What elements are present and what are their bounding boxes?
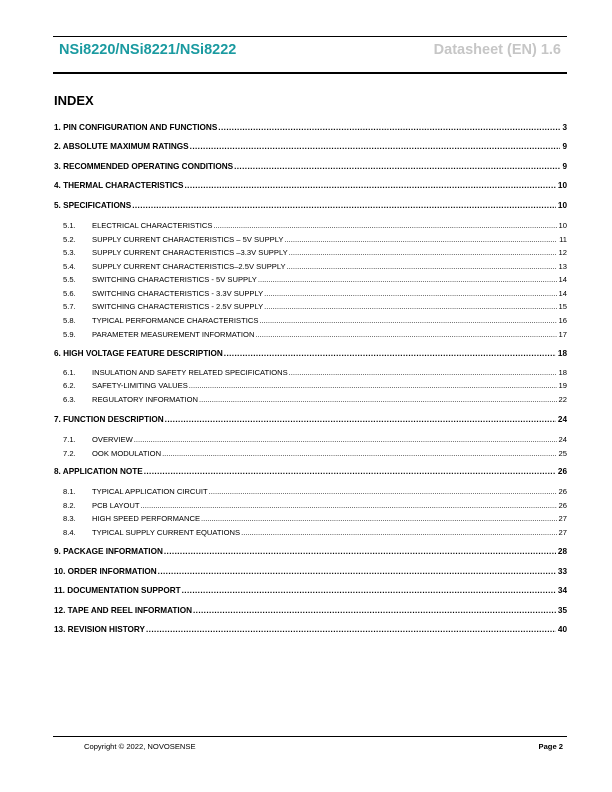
toc-leader-dots — [209, 487, 557, 496]
toc-entry-page: 17 — [558, 330, 567, 339]
toc-subsection-entry[interactable] — [54, 381, 567, 390]
toc-entry-page: 27 — [558, 514, 567, 523]
toc-leader-dots — [241, 528, 556, 537]
toc-entry-label: OOK MODULATION — [92, 449, 162, 458]
toc-leader-dots — [158, 567, 556, 576]
toc-entry-label: OVERVIEW — [92, 435, 133, 444]
header-rule-bottom — [53, 72, 567, 74]
toc-leader-dots — [193, 606, 556, 615]
toc-entry-label: 2. ABSOLUTE MAXIMUM RATINGS — [54, 142, 189, 151]
toc-entry-label: 8. APPLICATION NOTE — [54, 467, 143, 476]
toc-entry-label: 9. PACKAGE INFORMATION — [54, 547, 163, 556]
toc-leader-dots — [264, 289, 556, 298]
toc-leader-dots — [289, 248, 557, 257]
toc-leader-dots — [189, 381, 557, 390]
toc-entry-label: 10. ORDER INFORMATION — [54, 567, 157, 576]
toc-entry-page: 12 — [558, 248, 567, 257]
toc-leader-dots — [201, 514, 557, 523]
toc-entry-page: 11 — [559, 235, 567, 244]
toc-leader-dots — [255, 330, 556, 339]
toc-entry-number: 5.3. — [63, 248, 76, 257]
toc-subsection-entry[interactable] — [54, 514, 567, 523]
toc-entry-label: SAFETY-LIMITING VALUES — [92, 381, 188, 390]
toc-entry-label: 7. FUNCTION DESCRIPTION — [54, 415, 164, 424]
toc-entry-number: 5.4. — [63, 262, 76, 271]
toc-leader-dots — [258, 275, 557, 284]
toc-entry-label: 3. RECOMMENDED OPERATING CONDITIONS — [54, 162, 234, 171]
toc-subsection-entry[interactable] — [54, 449, 567, 458]
toc-entry-label: SUPPLY CURRENT CHARACTERISTICS –3.3V SUPPLY — [92, 248, 288, 257]
toc-entry-page: 13 — [558, 262, 567, 271]
toc-entry-page: 33 — [557, 567, 567, 576]
toc-entry-label: TYPICAL SUPPLY CURRENT EQUATIONS — [92, 528, 241, 537]
toc-entry-page: 15 — [558, 302, 567, 311]
toc-leader-dots — [144, 467, 556, 476]
toc-leader-dots — [234, 162, 560, 171]
toc-leader-dots — [190, 142, 561, 151]
toc-leader-dots — [224, 349, 556, 358]
toc-entry-number: 8.3. — [63, 514, 76, 523]
toc-entry-number: 8.4. — [63, 528, 76, 537]
toc-subsection-entry[interactable] — [54, 262, 567, 271]
toc-subsection-entry[interactable] — [54, 435, 567, 444]
index-heading: INDEX — [54, 93, 94, 108]
toc-entry-label: 1. PIN CONFIGURATION AND FUNCTIONS — [54, 123, 218, 132]
toc-leader-dots — [259, 316, 556, 325]
toc-entry-label: 4. THERMAL CHARACTERISTICS — [54, 181, 184, 190]
toc-section-entry[interactable] — [54, 162, 567, 171]
toc-entry-number: 7.2. — [63, 449, 76, 458]
document-title: NSi8220/NSi8221/NSi8222 — [59, 42, 237, 58]
toc-section-entry[interactable] — [54, 201, 567, 210]
toc-subsection-entry[interactable] — [54, 368, 567, 377]
document-version: Datasheet (EN) 1.6 — [433, 42, 561, 58]
toc-entry-label: SWITCHING CHARACTERISTICS - 5V SUPPLY — [92, 275, 257, 284]
toc-entry-label: PARAMETER MEASUREMENT INFORMATION — [92, 330, 255, 339]
toc-section-entry[interactable] — [54, 586, 567, 595]
toc-entry-label: SUPPLY CURRENT CHARACTERISTICS – 5V SUPPLY — [92, 235, 284, 244]
header-rule-top — [53, 36, 567, 37]
toc-section-entry[interactable] — [54, 123, 567, 132]
toc-subsection-entry[interactable] — [54, 330, 567, 339]
footer-page-number: Page 2 — [538, 742, 563, 751]
toc-leader-dots — [213, 221, 556, 230]
toc-entry-label: SUPPLY CURRENT CHARACTERISTICS–2.5V SUPPLY — [92, 262, 286, 271]
toc-entry-number: 8.2. — [63, 501, 76, 510]
toc-leader-dots — [264, 302, 556, 311]
toc-entry-page: 26 — [558, 487, 567, 496]
toc-entry-page: 9 — [562, 142, 567, 151]
toc-entry-page: 25 — [558, 449, 567, 458]
toc-entry-page: 14 — [558, 275, 567, 284]
toc-entry-number: 5.5. — [63, 275, 76, 284]
toc-entry-number: 7.1. — [63, 435, 76, 444]
toc-leader-dots — [199, 395, 557, 404]
toc-entry-label: SWITCHING CHARACTERISTICS - 2.5V SUPPLY — [92, 302, 264, 311]
toc-entry-label: 13. REVISION HISTORY — [54, 625, 145, 634]
toc-entry-page: 14 — [558, 289, 567, 298]
toc-entry-page: 3 — [562, 123, 567, 132]
toc-leader-dots — [185, 181, 556, 190]
toc-subsection-entry[interactable] — [54, 275, 567, 284]
toc-leader-dots — [134, 435, 557, 444]
toc-leader-dots — [218, 123, 560, 132]
toc-entry-label: SWITCHING CHARACTERISTICS - 3.3V SUPPLY — [92, 289, 264, 298]
toc-leader-dots — [287, 262, 557, 271]
toc-subsection-entry[interactable] — [54, 221, 567, 230]
toc-entry-label: 5. SPECIFICATIONS — [54, 201, 132, 210]
toc-entry-number: 5.8. — [63, 316, 76, 325]
toc-subsection-entry[interactable] — [54, 235, 567, 244]
toc-entry-label: INSULATION AND SAFETY RELATED SPECIFICATIONS — [92, 368, 288, 377]
toc-entry-number: 6.1. — [63, 368, 76, 377]
toc-subsection-entry[interactable] — [54, 248, 567, 257]
toc-entry-page: 35 — [557, 606, 567, 615]
toc-section-entry[interactable] — [54, 415, 567, 424]
toc-subsection-entry[interactable] — [54, 395, 567, 404]
toc-entry-number: 5.2. — [63, 235, 76, 244]
toc-entry-label: 6. HIGH VOLTAGE FEATURE DESCRIPTION — [54, 349, 223, 358]
toc-entry-number: 5.7. — [63, 302, 76, 311]
toc-entry-page: 28 — [557, 547, 567, 556]
toc-entry-page: 18 — [557, 349, 567, 358]
toc-entry-label: PCB LAYOUT — [92, 501, 140, 510]
toc-entry-page: 9 — [562, 162, 567, 171]
toc-section-entry[interactable] — [54, 547, 567, 556]
toc-subsection-entry[interactable] — [54, 316, 567, 325]
toc-entry-label: 11. DOCUMENTATION SUPPORT — [54, 586, 181, 595]
toc-entry-page: 10 — [558, 221, 567, 230]
toc-entry-page: 16 — [558, 316, 567, 325]
toc-entry-label: ELECTRICAL CHARACTERISTICS — [92, 221, 213, 230]
toc-section-entry[interactable] — [54, 142, 567, 151]
toc-entry-page: 34 — [557, 586, 567, 595]
toc-subsection-entry[interactable] — [54, 289, 567, 298]
toc-entry-label: TYPICAL APPLICATION CIRCUIT — [92, 487, 208, 496]
toc-entry-number: 5.1. — [63, 221, 76, 230]
toc-subsection-entry[interactable] — [54, 501, 567, 510]
toc-leader-dots — [162, 449, 556, 458]
toc-entry-label: REGULATORY INFORMATION — [92, 395, 199, 404]
toc-entry-number: 6.3. — [63, 395, 76, 404]
toc-leader-dots — [132, 201, 556, 210]
toc-section-entry[interactable] — [54, 606, 567, 615]
toc-entry-number: 5.9. — [63, 330, 76, 339]
toc-entry-label: TYPICAL PERFORMANCE CHARACTERISTICS — [92, 316, 259, 325]
toc-leader-dots — [165, 415, 556, 424]
toc-entry-page: 27 — [558, 528, 567, 537]
toc-entry-page: 18 — [558, 368, 567, 377]
toc-entry-page: 40 — [557, 625, 567, 634]
toc-entry-page: 19 — [558, 381, 567, 390]
toc-entry-label: 12. TAPE AND REEL INFORMATION — [54, 606, 192, 615]
toc-subsection-entry[interactable] — [54, 528, 567, 537]
toc-entry-page: 26 — [557, 467, 567, 476]
toc-section-entry[interactable] — [54, 625, 567, 634]
toc-subsection-entry[interactable] — [54, 487, 567, 496]
toc-entry-page: 10 — [557, 181, 567, 190]
toc-leader-dots — [141, 501, 557, 510]
toc-section-entry[interactable] — [54, 181, 567, 190]
toc-subsection-entry[interactable] — [54, 302, 567, 311]
toc-entry-page: 22 — [558, 395, 567, 404]
toc-section-entry[interactable] — [54, 567, 567, 576]
toc-section-entry[interactable] — [54, 349, 567, 358]
toc-leader-dots — [182, 586, 556, 595]
toc-entry-number: 8.1. — [63, 487, 76, 496]
toc-section-entry[interactable] — [54, 467, 567, 476]
footer-copyright: Copyright © 2022, NOVOSENSE — [84, 742, 196, 751]
toc-leader-dots — [146, 625, 556, 634]
toc-entry-number: 6.2. — [63, 381, 76, 390]
toc-leader-dots — [164, 547, 556, 556]
toc-entry-label: HIGH SPEED PERFORMANCE — [92, 514, 201, 523]
toc-entry-page: 26 — [558, 501, 567, 510]
toc-entry-page: 24 — [558, 435, 567, 444]
toc-entry-page: 10 — [557, 201, 567, 210]
toc-leader-dots — [284, 235, 557, 244]
toc-leader-dots — [289, 368, 557, 377]
footer-rule — [53, 736, 567, 737]
toc-entry-number: 5.6. — [63, 289, 76, 298]
toc-entry-page: 24 — [557, 415, 567, 424]
